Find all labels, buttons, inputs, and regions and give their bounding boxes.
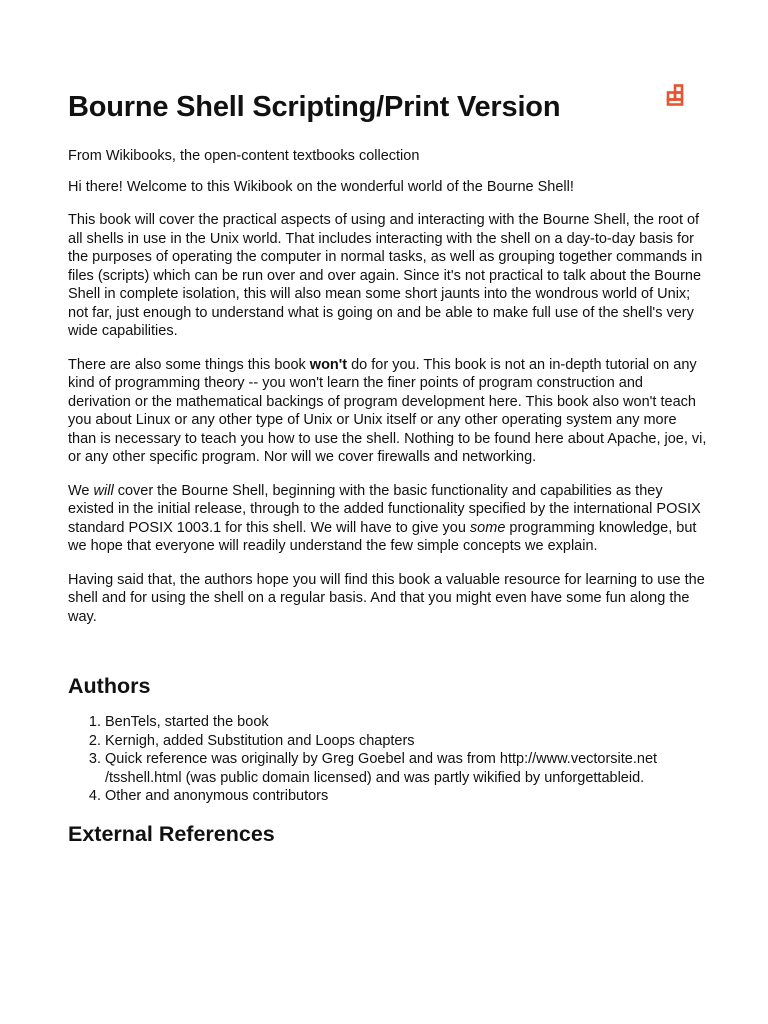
list-item: 1. BenTels, started the book <box>105 713 708 732</box>
emphasis-wont: won't <box>309 356 348 373</box>
external-references-heading: External References <box>68 821 275 846</box>
emphasis-some: some <box>469 519 506 536</box>
authors-list <box>68 713 708 806</box>
document-page <box>68 88 708 848</box>
list-item: 2. Kernigh, added Substitution and Loops chapters <box>105 732 708 751</box>
coverage-paragraph: We will cover the Bourne Shell, beginning with the basic functionality and capabilities as they existed in the initial release, through to the added functionality specified by the international POSIX standard POSIX 1003.1 for this shell. We will have to give you some programming knowledge, but we hope that everyone will readily understand the few simple concepts we explain. <box>68 482 701 554</box>
emphasis-will: will <box>93 482 114 499</box>
page-title: Bourne Shell Scripting/Print Version <box>68 91 561 123</box>
limits-paragraph: There are also some things this book won't do for you. This book is not an in-depth tutorial on any kind of programming theory -- you won't learn the finer points of program construction and derivation or the mathematical backings of program development here. This book also won't teach you about Linux or any other type of Unix or Unix itself or any other operating system any more than is necessary to teach you how to use the shell. Nothing to be found here about Apache, joe, vi, or any other specific program. Nor will we cover firewalls and networking. <box>68 356 707 465</box>
intro-paragraph: Hi there! Welcome to this Wikibook on the wonderful world of the Bourne Shell! <box>68 178 574 195</box>
list-item: 3. Quick reference was originally by Greg Goebel and was from http://www.vectorsite.net /tsshell.html (was public domain licensed) and was partly wikified by unforgettableid. <box>105 750 708 787</box>
source-note: From Wikibooks, the open-content textbooks collection <box>68 148 420 164</box>
authors-heading: Authors <box>68 674 151 698</box>
list-item: 4. Other and anonymous contributors <box>105 787 708 806</box>
scope-paragraph: This book will cover the practical aspects of using and interacting with the Bourne Shell, the root of all shells in use in the Unix world. That includes interacting with the shell on a day-to-day basis for the purposes of operating the computer in normal tasks, as well as grouping together commands in files (scripts) which can be run over and over again. Since it's not practical to talk about the Bourne Shell in complete isolation, this will also mean some short jaunts into the wondrous world of Unix; not far, just enough to understand what is going on and be able to make full use of the shell's very wide capabilities. <box>68 212 703 339</box>
closing-paragraph: Having said that, the authors hope you will find this book a valuable resource for learning to use the shell and for using the shell on a regular basis. And that you might even have some fun along the way. <box>68 571 705 625</box>
